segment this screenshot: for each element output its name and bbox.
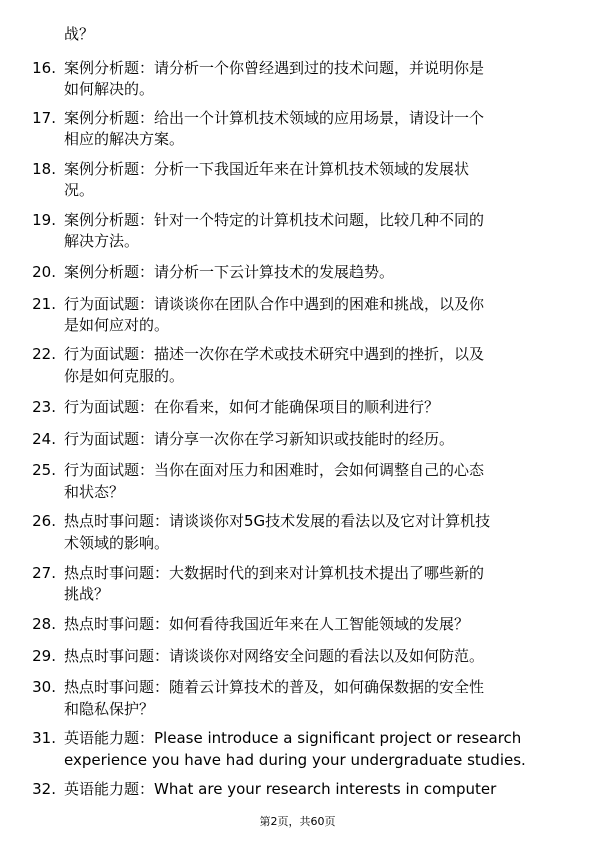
question-line: 热点时事问题：大数据时代的到来对计算机技术提出了哪些新的 (64, 564, 485, 582)
question-line: 术领域的影响。 (64, 534, 170, 552)
item-number: 28. (32, 615, 56, 633)
question-line: 相应的解决方案。 (64, 130, 185, 148)
item-number: 25. (32, 461, 56, 479)
question-line: 是如何应对的。 (64, 316, 170, 334)
question-line: 解决方法。 (64, 232, 140, 250)
question-line: 行为面试题：请谈谈你在团队合作中遇到的困难和挑战，以及你 (64, 295, 485, 313)
question-line: 如何解决的。 (64, 80, 155, 98)
question-line: 行为面试题：请分享一次你在学习新知识或技能时的经历。 (64, 430, 455, 448)
item-number: 32. (32, 780, 56, 798)
question-line: 你是如何克服的。 (64, 367, 185, 385)
question-line: 英语能力题：Please introduce a significant project or research (64, 729, 522, 747)
page-footer: 第2页，共60页 (259, 815, 336, 828)
item-number: 22. (32, 345, 56, 363)
question-line: 英语能力题：What are your research interests in computer (64, 780, 497, 798)
question-line: 行为面试题：当你在面对压力和困难时，会如何调整自己的心态 (64, 461, 485, 479)
question-line: 案例分析题：针对一个特定的计算机技术问题，比较几种不同的 (64, 211, 485, 229)
item-number: 20. (32, 263, 56, 281)
question-line: 案例分析题：请分析一个你曾经遇到过的技术问题，并说明你是 (64, 59, 485, 77)
item-number: 31. (32, 729, 56, 747)
question-line: 热点时事问题：如何看待我国近年来在人工智能领域的发展？ (64, 615, 470, 633)
question-line: 况。 (64, 181, 95, 199)
item-number: 29. (32, 647, 56, 665)
question-line: 和状态？ (64, 483, 125, 501)
question-line: 案例分析题：分析一下我国近年来在计算机技术领域的发展状 (64, 160, 470, 178)
item-number: 21. (32, 295, 56, 313)
item-number: 23. (32, 398, 56, 416)
continuation-line: 战？ (64, 25, 95, 43)
item-number: 24. (32, 430, 56, 448)
question-line: 热点时事问题：请谈谈你对网络安全问题的看法以及如何防范。 (64, 647, 485, 665)
item-number: 27. (32, 564, 56, 582)
item-number: 18. (32, 160, 56, 178)
question-line: 案例分析题：给出一个计算机技术领域的应用场景，请设计一个 (64, 109, 485, 127)
question-line: experience you have had during your undergraduate studies. (64, 751, 526, 769)
item-number: 30. (32, 678, 56, 696)
item-number: 26. (32, 512, 56, 530)
question-line: 热点时事问题：请谈谈你对5G技术发展的看法以及它对计算机技 (64, 512, 491, 530)
item-number: 19. (32, 211, 56, 229)
question-line: 案例分析题：请分析一下云计算技术的发展趋势。 (64, 263, 395, 281)
question-line: 热点时事问题：随着云计算技术的普及，如何确保数据的安全性 (64, 678, 485, 696)
item-number: 17. (32, 109, 56, 127)
question-line: 行为面试题：在你看来，如何才能确保项目的顺利进行？ (64, 398, 440, 416)
question-line: 和隐私保护？ (64, 700, 155, 718)
question-line: 行为面试题：描述一次你在学术或技术研究中遇到的挫折，以及 (64, 345, 485, 363)
item-number: 16. (32, 59, 56, 77)
question-line: 挑战？ (64, 585, 110, 603)
